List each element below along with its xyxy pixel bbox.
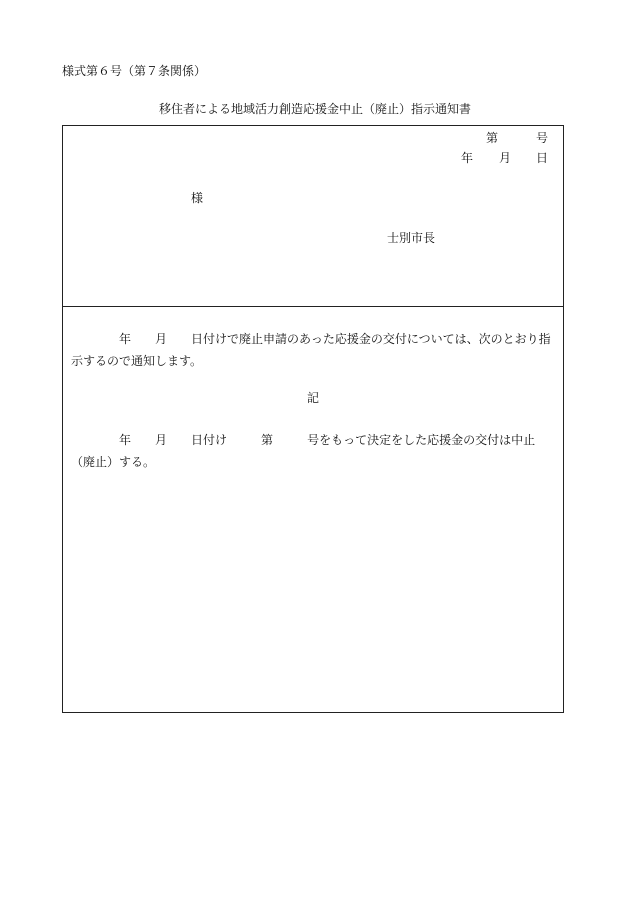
date-day: 日 xyxy=(536,151,549,165)
para2-number-prefix: 第 xyxy=(261,433,274,447)
date-year: 年 xyxy=(461,151,474,165)
para2-date-suffix: 日付け xyxy=(191,433,228,447)
para1-month: 月 xyxy=(155,332,168,346)
form-number-label: 様式第６号（第７条関係） xyxy=(62,64,207,78)
notice-number-prefix: 第 xyxy=(486,131,499,145)
ki-heading: 記 xyxy=(306,391,319,405)
para2-month: 月 xyxy=(155,433,168,447)
date-month: 月 xyxy=(499,151,512,165)
section-divider xyxy=(63,306,563,307)
para1-text: 日付けで廃止申請のあった応援金の交付については、次のとおり指示するので通知します。 xyxy=(71,332,551,368)
notice-number-suffix: 号 xyxy=(536,131,549,145)
document-title: 移住者による地域活力創造応援金中止（廃止）指示通知書 xyxy=(158,102,471,116)
para2-year: 年 xyxy=(119,433,132,447)
issuer-name: 士別市長 xyxy=(387,231,436,245)
addressee-honorific: 様 xyxy=(191,191,204,205)
para1-year: 年 xyxy=(119,332,132,346)
para2-text: 号をもって決定をした応援金の交付は中止（廃止）する。 xyxy=(71,433,536,469)
decision-paragraph xyxy=(71,429,557,473)
instruction-paragraph xyxy=(71,328,557,372)
notice-frame xyxy=(62,125,564,713)
